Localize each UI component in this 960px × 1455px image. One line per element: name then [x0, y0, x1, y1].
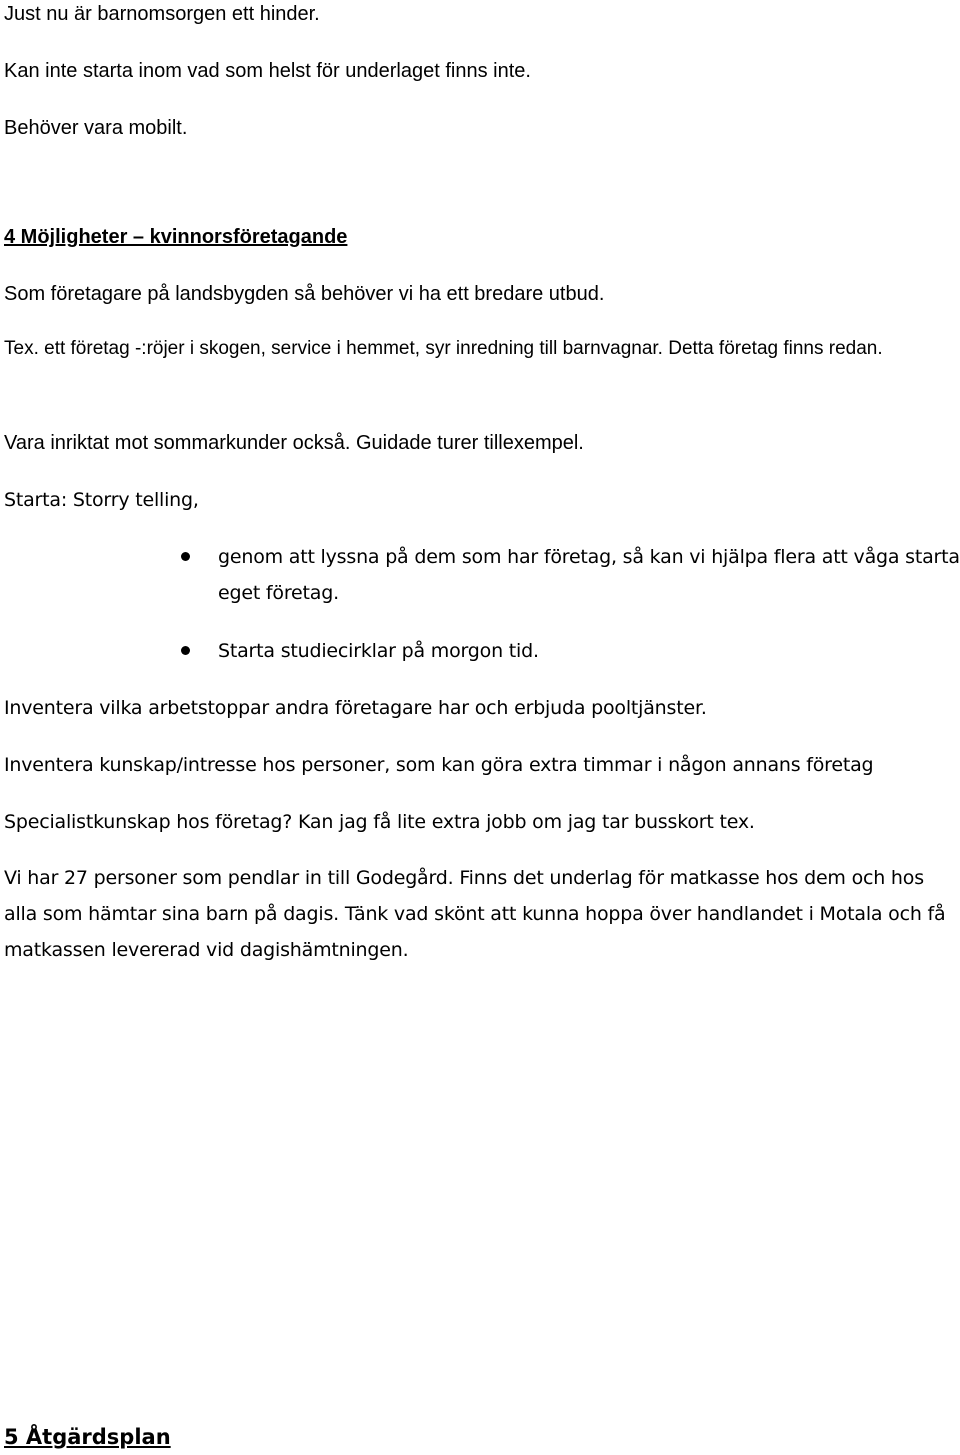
text-line-cannot-start: Kan inte starta inom vad som helst för underlaget finns inte. — [4, 60, 531, 82]
paragraph-knowledge-inventory: Inventera kunskap/intresse hos personer, som kan göra extra timmar i någon annans företag — [4, 754, 874, 776]
bullet-icon — [181, 646, 190, 655]
paragraph-example-company: Tex. ett företag -:röjer i skogen, service i hemmet, syr inredning till barnvagnar. Detta företag finns redan. — [4, 338, 883, 359]
list-item-text: Starta studiecirklar på morgon tid. — [218, 640, 539, 662]
bullet-list — [0, 539, 960, 669]
section-heading-5: 5 Åtgärdsplan — [4, 1425, 171, 1449]
paragraph-commuters-food-bag: Vi har 27 personer som pendlar in till Godegård. Finns det underlag för matkasse hos dem och hos alla som hämtar sina barn på dagis. Tänk vad skönt att kunna hoppa över handlandet i Motala och få matkassen levererad vid dagishämtningen. — [4, 867, 946, 961]
list-item-text: genom att lyssna på dem som har företag, så kan vi hjälpa flera att våga starta eget företag. — [218, 546, 960, 604]
list-item — [0, 633, 960, 669]
list-item — [0, 539, 960, 611]
section-heading-4: 4 Möjligheter – kvinnorsföretagande — [4, 226, 348, 248]
bullet-icon — [181, 552, 190, 561]
paragraph-broader-offer: Som företagare på landsbygden så behöver vi ha ett bredare utbud. — [4, 283, 605, 305]
paragraph-story-telling: Starta: Storry telling, — [4, 489, 199, 511]
paragraph-specialist-knowledge: Specialistkunskap hos företag? Kan jag få lite extra jobb om jag tar busskort tex. — [4, 811, 755, 833]
text-line-mobile: Behöver vara mobilt. — [4, 117, 188, 139]
text-line-childcare: Just nu är barnomsorgen ett hinder. — [4, 3, 320, 25]
paragraph-summer-customers: Vara inriktat mot sommarkunder också. Guidade turer tillexempel. — [4, 432, 584, 454]
paragraph-pool-services: Inventera vilka arbetstoppar andra företagare har och erbjuda pooltjänster. — [4, 697, 707, 719]
